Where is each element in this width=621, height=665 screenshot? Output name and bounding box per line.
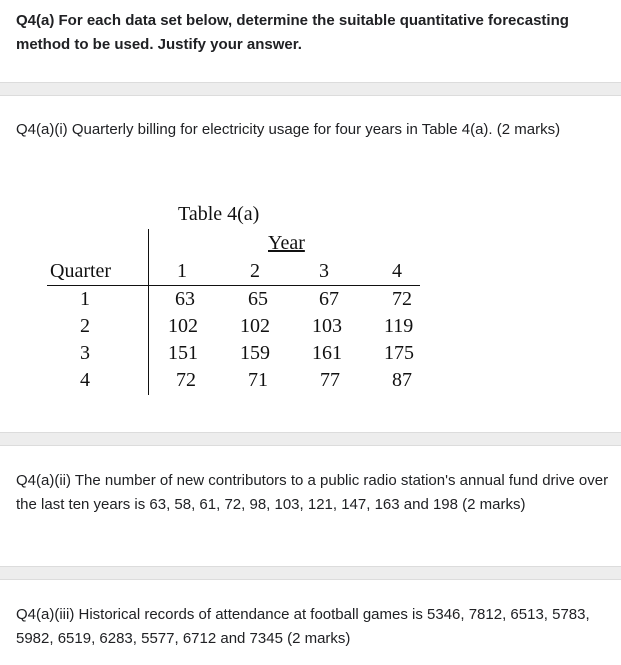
value-cell: 175 [384,342,414,364]
value-cell: 151 [168,342,198,364]
value-cell: 77 [320,369,340,391]
table-header-rule [47,285,420,286]
value-cell: 102 [240,315,270,337]
question-heading: Q4(a) For each data set below, determine the suitable quantitative forecasting method to be used. Justify your answer. [16,12,569,53]
value-cell: 63 [175,288,195,310]
value-cell: 71 [248,369,268,391]
table-caption: Table 4(a) [178,203,260,225]
value-cell: 161 [312,342,342,364]
year-header: 1 [177,260,187,282]
quarter-cell: 2 [80,315,90,337]
value-cell: 87 [392,369,412,391]
question-text-iii: Q4(a)(iii) Historical records of attendance at football games is 5346, 7812, 6513, 5783, 5982, 6519, 6283, 5577, 6712 and 7345 (2 marks) [16,606,590,647]
question-card-q4a-i [0,96,621,432]
value-cell: 72 [176,369,196,391]
table-vertical-rule [148,229,149,395]
section-divider [0,82,621,96]
quarter-cell: 4 [80,369,90,391]
value-cell: 72 [392,288,412,310]
question-text-i: Q4(a)(i) Quarterly billing for electricity usage for four years in Table 4(a). (2 marks) [16,121,561,138]
value-cell: 159 [240,342,270,364]
year-header: 2 [250,260,260,282]
quarter-cell: 3 [80,342,90,364]
value-cell: 119 [384,315,414,337]
quarter-cell: 1 [80,288,90,310]
question-card-q4a [0,0,621,82]
question-card-q4a-ii [0,446,621,566]
value-cell: 102 [168,315,198,337]
year-label: Year [268,232,305,254]
question-card-q4a-iii [0,580,621,665]
value-cell: 67 [319,288,339,310]
value-cell: 65 [248,288,268,310]
year-header: 3 [319,260,329,282]
quarter-header: Quarter [50,260,112,282]
section-divider [0,566,621,580]
value-cell: 103 [312,315,342,337]
table-4a [0,96,621,432]
year-header: 4 [392,260,402,282]
question-text-ii: Q4(a)(ii) The number of new contributors to a public radio station's annual fund drive over the last ten years is 63, 58, 61, 72, 98, 103, 121, 147, 163 and 198 (2 marks) [16,472,609,513]
section-divider [0,432,621,446]
